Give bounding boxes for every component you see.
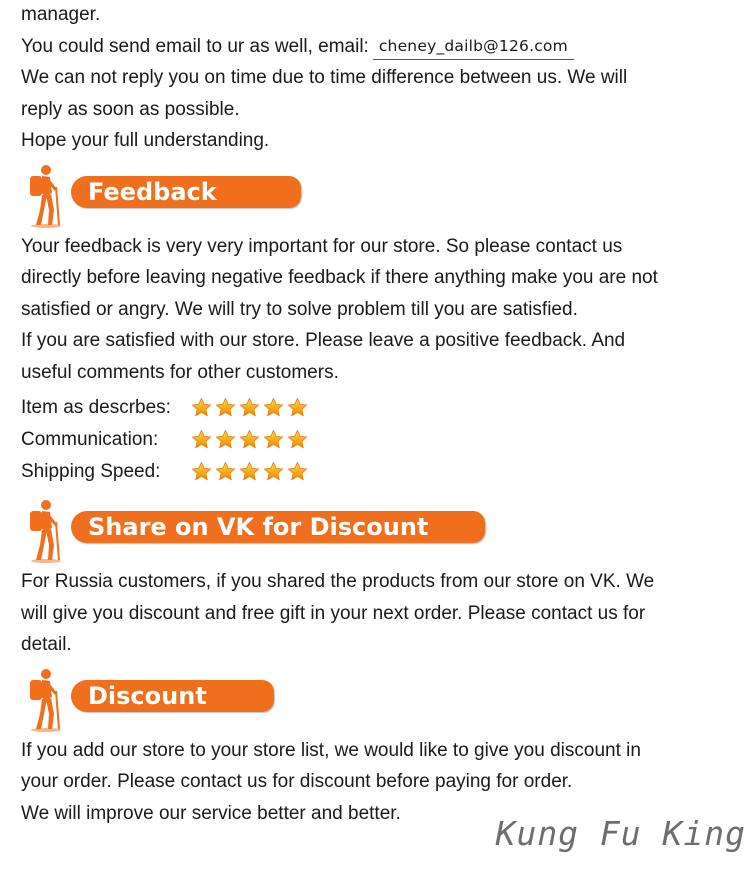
star-icon — [215, 429, 236, 450]
discount-line: your order. Please contact us for discount before paying for order. — [21, 771, 573, 792]
discount-header — [19, 667, 741, 733]
feedback-line: useful comments for other customers. — [21, 361, 339, 383]
manager-line: manager. — [21, 4, 101, 25]
time-difference-line-2: reply as soon as possible. — [21, 98, 240, 120]
star-icon — [263, 397, 284, 418]
discount-line: We will improve our service better and better. — [21, 802, 401, 824]
rating-row — [21, 392, 741, 424]
star-icon — [287, 429, 308, 450]
star-icon — [239, 397, 260, 418]
feedback-title: Feedback — [71, 176, 301, 208]
store-policy-content — [21, 0, 741, 829]
star-rating — [191, 397, 308, 418]
email-prefix: You could send email to ur as well, email: — [21, 35, 369, 57]
feedback-header — [19, 163, 741, 229]
star-icon — [191, 429, 212, 450]
vk-title: Share on VK for Discount — [71, 511, 485, 543]
discount-title: Discount — [71, 680, 274, 712]
hiker-icon — [19, 498, 65, 564]
vk-line: For Russia customers, if you shared the products from our store on VK. We — [21, 571, 655, 592]
star-icon — [191, 397, 212, 418]
hiker-icon — [19, 163, 65, 229]
ratings-list — [21, 392, 741, 488]
feedback-line: If you are satisfied with our store. Please leave a positive feedback. And — [21, 330, 626, 351]
feedback-text — [21, 231, 741, 389]
star-icon — [191, 461, 212, 482]
understanding-line: Hope your full understanding. — [21, 130, 270, 151]
email-line — [21, 31, 741, 63]
vk-header — [19, 498, 741, 564]
vk-text — [21, 566, 741, 661]
brand-watermark: Kung Fu King — [495, 814, 746, 853]
star-icon — [263, 461, 284, 482]
hiker-icon — [19, 667, 65, 733]
rating-label: Communication: — [21, 429, 159, 450]
rating-label: Item as descrbes: — [21, 397, 171, 418]
feedback-line: satisfied or angry. We will try to solve problem till you are satisfied. — [21, 298, 578, 320]
email-address[interactable]: cheney_dailb@126.com — [373, 36, 574, 60]
star-icon — [215, 461, 236, 482]
star-rating — [191, 461, 308, 482]
feedback-line: Your feedback is very very important for our store. So please contact us — [21, 235, 623, 257]
star-rating — [191, 429, 308, 450]
discount-line: If you add our store to your store list, we would like to give you discount in — [21, 739, 641, 761]
rating-row — [21, 424, 741, 456]
rating-row — [21, 456, 741, 488]
star-icon — [287, 461, 308, 482]
feedback-line: directly before leaving negative feedback if there anything make you are not — [21, 267, 658, 288]
star-icon — [215, 397, 236, 418]
star-icon — [263, 429, 284, 450]
vk-line: detail. — [21, 634, 72, 655]
time-difference-line-1: We can not reply you on time due to time difference between us. We will — [21, 67, 628, 88]
star-icon — [287, 397, 308, 418]
rating-label: Shipping Speed: — [21, 461, 161, 482]
star-icon — [239, 429, 260, 450]
vk-line: will give you discount and free gift in your next order. Please contact us for — [21, 602, 646, 624]
star-icon — [239, 461, 260, 482]
